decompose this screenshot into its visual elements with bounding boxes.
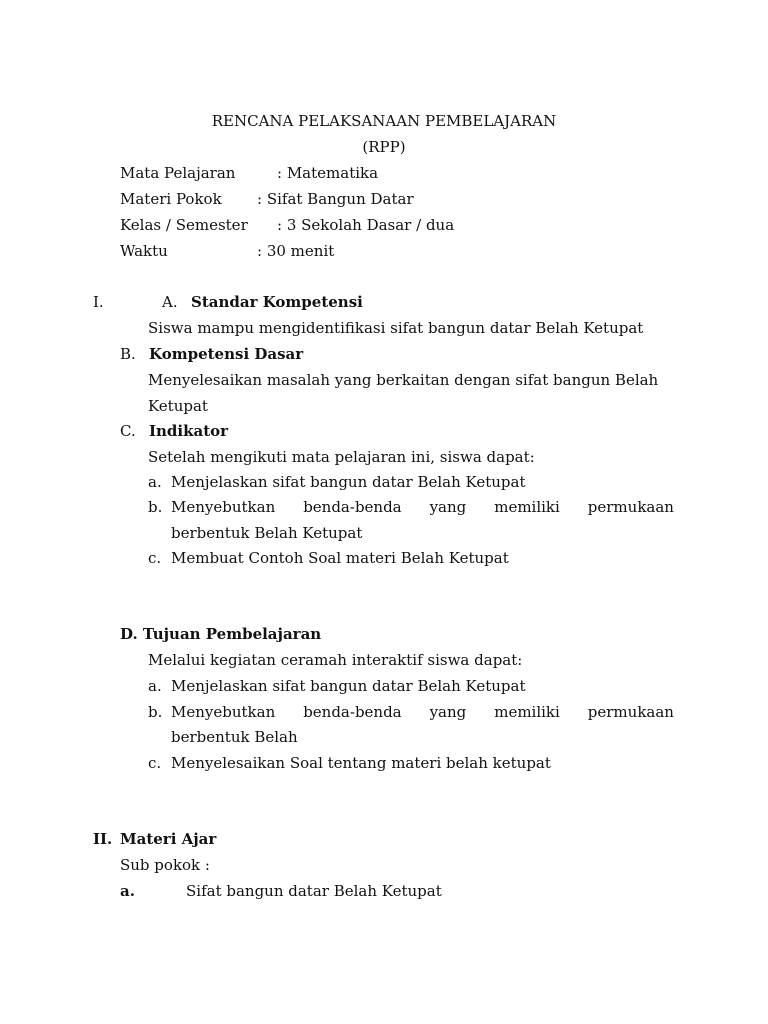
meta-label-subject: Mata Pelajaran: [120, 164, 236, 182]
heading-kompetensi-dasar: Kompetensi Dasar: [149, 345, 304, 363]
list-marker: a.: [148, 677, 162, 695]
list-word: memiliki: [494, 498, 560, 516]
list-item-justified-line: [171, 702, 674, 722]
list-word: permukaan: [587, 703, 674, 721]
list-word: Menyebutkan: [171, 703, 276, 721]
list-marker: c.: [148, 754, 162, 772]
meta-value-topic: : Sifat Bangun Datar: [257, 190, 414, 208]
list-word: benda-benda: [303, 498, 402, 516]
list-marker: c.: [148, 549, 162, 567]
list-word: yang: [429, 703, 467, 721]
list-marker: b.: [148, 498, 163, 516]
list-item-continuation: berbentuk Belah Ketupat: [171, 524, 363, 542]
meta-label-topic: Materi Pokok: [120, 190, 222, 208]
list-marker: a.: [148, 473, 162, 491]
heading-materi-ajar: Materi Ajar: [120, 830, 217, 848]
section-numeral-2: II.: [93, 830, 113, 848]
document-subtitle: (RPP): [362, 138, 406, 156]
list-marker: b.: [148, 703, 163, 721]
heading-tujuan-pembelajaran: D. Tujuan Pembelajaran: [120, 625, 322, 643]
sub-pokok-label: Sub pokok :: [120, 856, 210, 874]
list-item-text: Menyelesaikan Soal tentang materi belah ketupat: [171, 754, 551, 772]
list-word: benda-benda: [303, 703, 402, 721]
list-item-text: Menjelaskan sifat bangun datar Belah Ketupat: [171, 677, 526, 695]
list-item-text: Membuat Contoh Soal materi Belah Ketupat: [171, 549, 509, 567]
list-word: yang: [429, 498, 467, 516]
list-word: Menyebutkan: [171, 498, 276, 516]
sub-pokok-item: Sifat bangun datar Belah Ketupat: [186, 882, 442, 900]
heading-letter-a: A.: [162, 293, 178, 311]
meta-value-subject: : Matematika: [277, 164, 379, 182]
list-item-justified-line: [171, 497, 674, 517]
list-item-text: Menjelaskan sifat bangun datar Belah Ketupat: [171, 473, 526, 491]
kompetensi-dasar-text-line2: Ketupat: [148, 397, 208, 415]
meta-value-class: : 3 Sekolah Dasar / dua: [277, 216, 455, 234]
indikator-intro: Setelah mengikuti mata pelajaran ini, siswa dapat:: [148, 448, 535, 466]
list-word: memiliki: [494, 703, 560, 721]
heading-standar-kompetensi: Standar Kompetensi: [191, 293, 363, 311]
heading-letter-b: B.: [120, 345, 136, 363]
heading-indikator: Indikator: [149, 422, 229, 440]
meta-label-class: Kelas / Semester: [120, 216, 248, 234]
list-word: permukaan: [587, 498, 674, 516]
section-numeral-1: I.: [93, 293, 104, 311]
list-item-continuation: berbentuk Belah: [171, 728, 298, 746]
tujuan-intro: Melalui kegiatan ceramah interaktif siswa dapat:: [148, 651, 523, 669]
kompetensi-dasar-text-line1: Menyelesaikan masalah yang berkaitan dengan sifat bangun Belah: [148, 371, 659, 389]
meta-value-time: : 30 menit: [257, 242, 335, 260]
heading-letter-c: C.: [120, 422, 136, 440]
list-marker: a.: [120, 882, 135, 900]
meta-label-time: Waktu: [120, 242, 168, 260]
document-title: RENCANA PELAKSANAAN PEMBELAJARAN: [211, 112, 557, 130]
standar-kompetensi-text: Siswa mampu mengidentifikasi sifat bangun datar Belah Ketupat: [148, 319, 644, 337]
